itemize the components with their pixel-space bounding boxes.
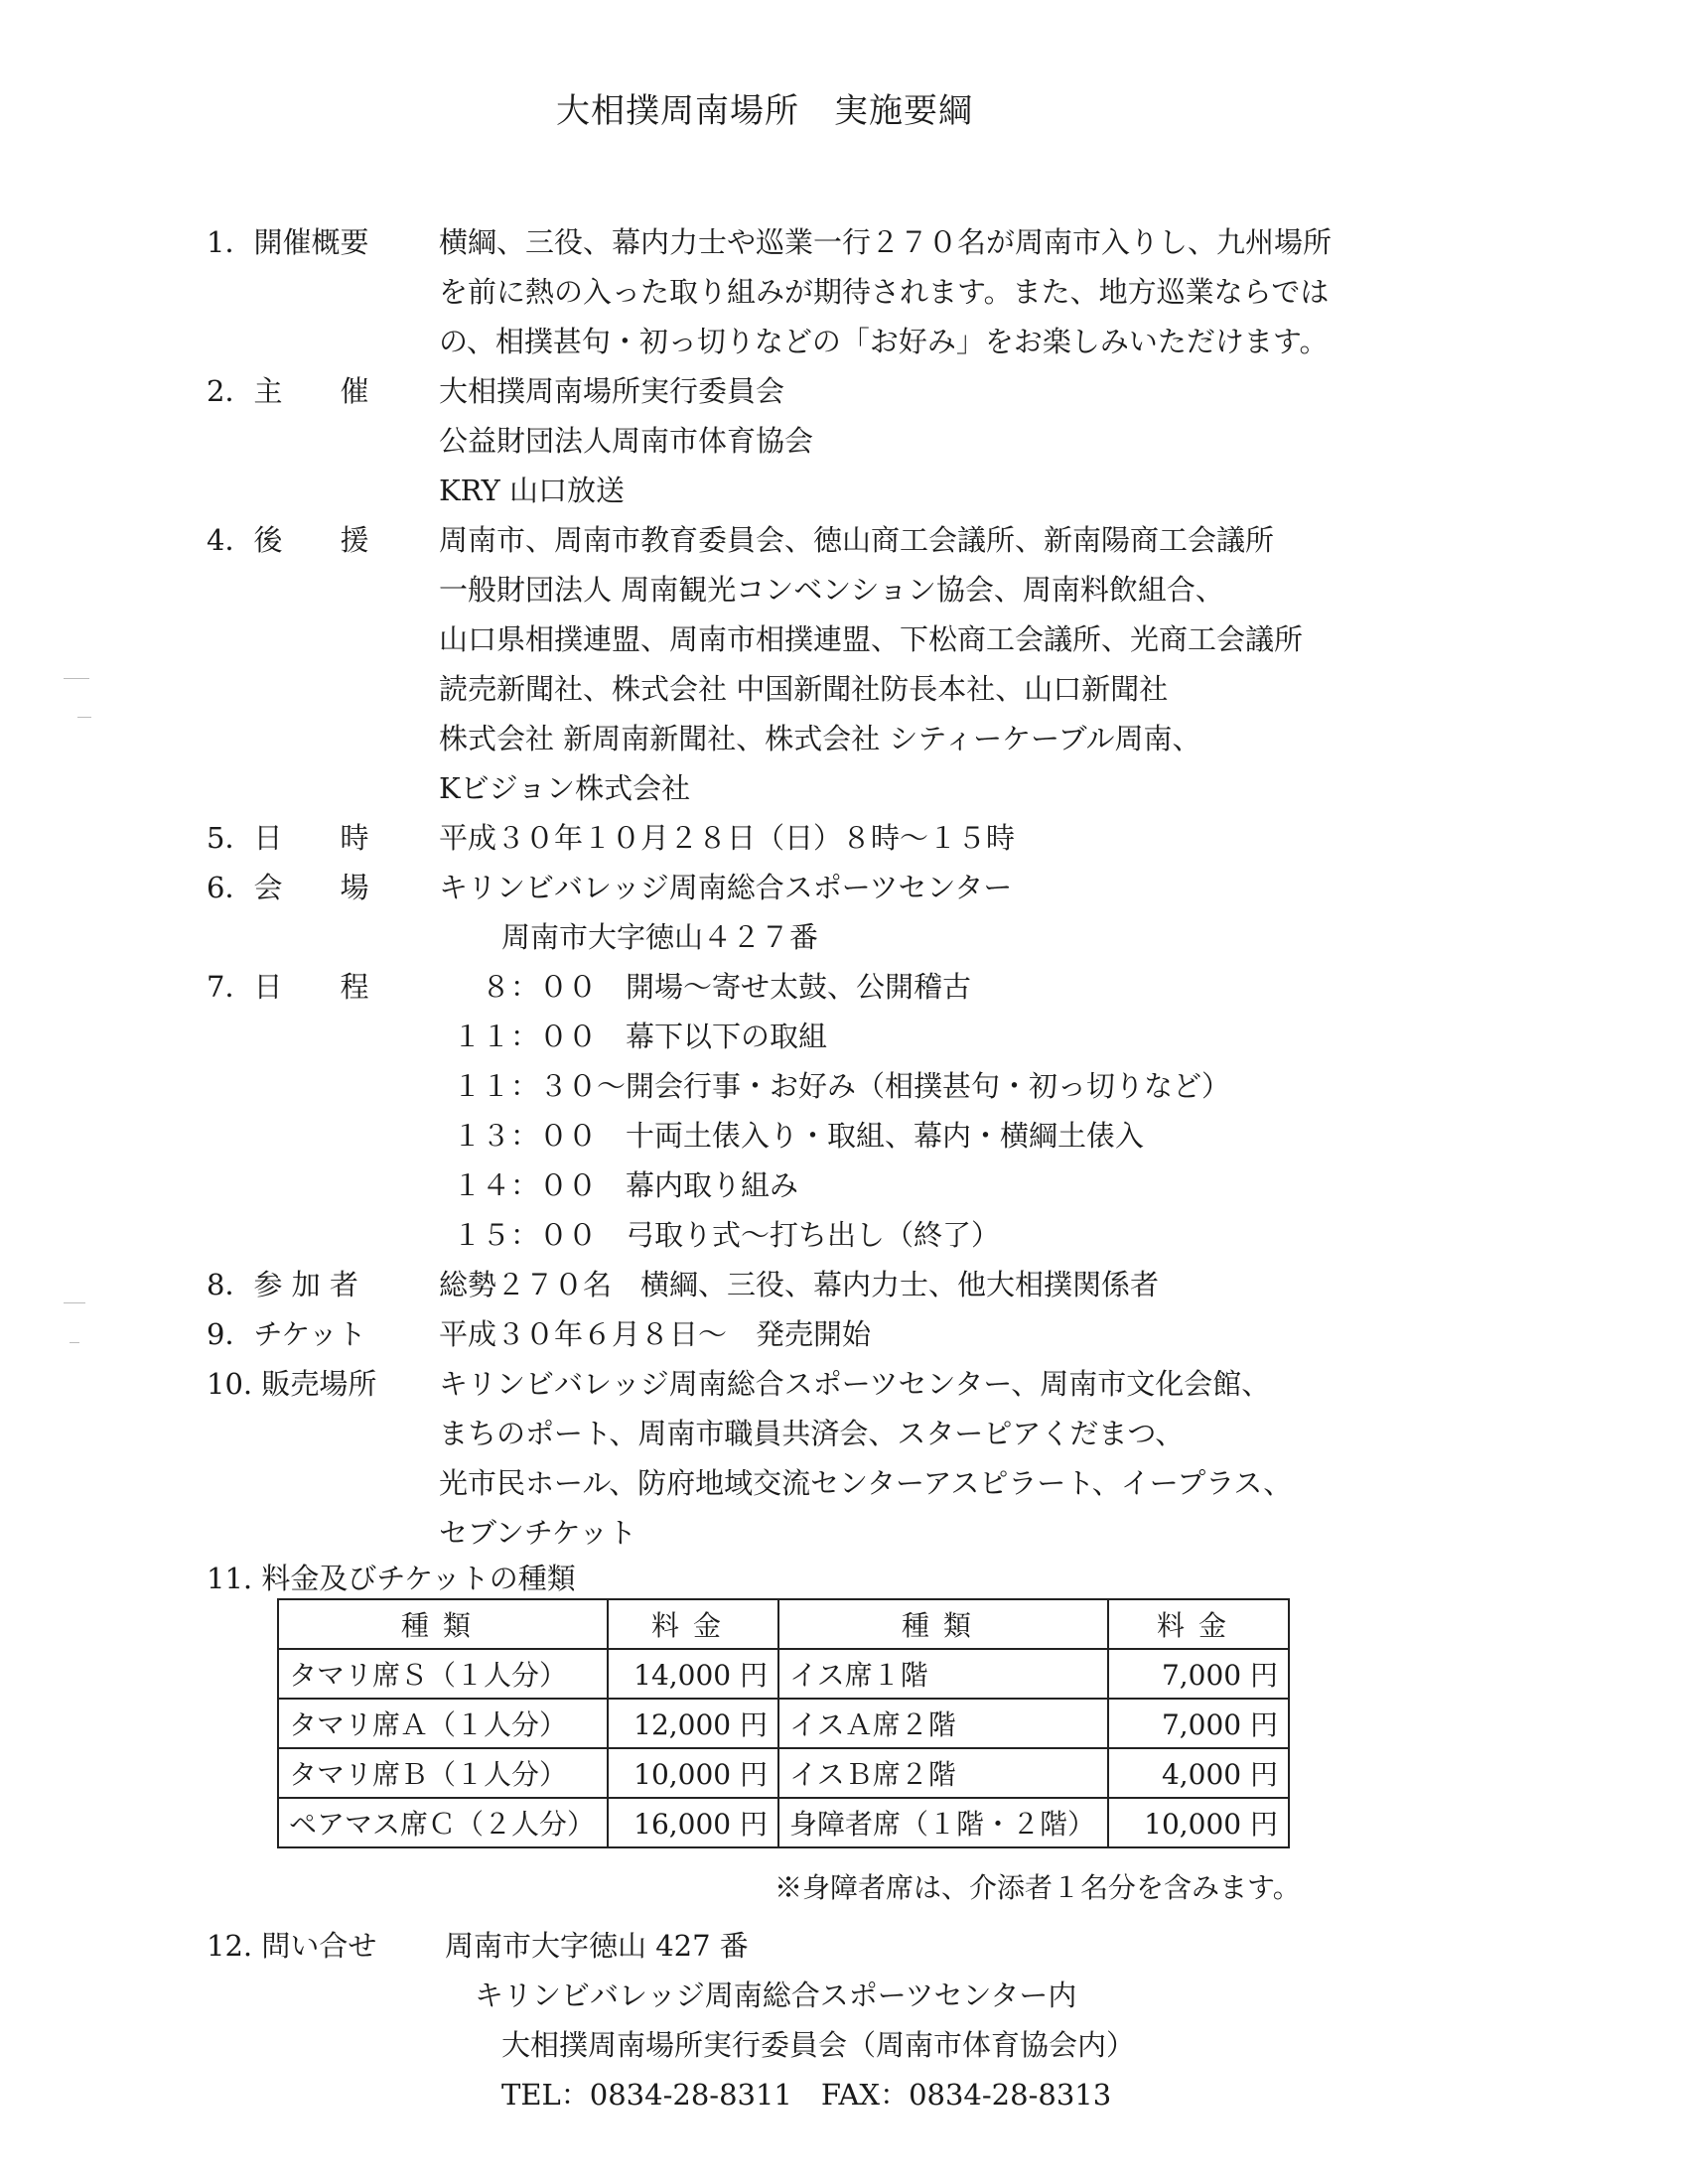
table-cell: ペアマス席Ｃ（２人分） bbox=[278, 1798, 608, 1847]
table-cell: タマリ席Ｂ（１人分） bbox=[278, 1748, 608, 1798]
section-10-line: セブンチケット bbox=[439, 1516, 637, 1550]
schedule-text: 十両土俵入り・取組、幕内・横綱土俵入 bbox=[626, 1119, 1145, 1153]
section-6-line: キリンビバレッジ周南総合スポーツセンター bbox=[439, 871, 1013, 904]
section-7-label: 7．日 程 bbox=[207, 970, 369, 1004]
section-2-line: 公益財団法人周南市体育協会 bbox=[439, 424, 814, 458]
table-cell: タマリ席Ｓ（１人分） bbox=[278, 1649, 608, 1699]
section-9-line: 平成３０年６月８日～ 発売開始 bbox=[439, 1317, 872, 1351]
table-header-row bbox=[278, 1599, 1289, 1649]
schedule-time: １５：００ bbox=[453, 1218, 598, 1252]
schedule-text: 弓取り式～打ち出し（終了） bbox=[626, 1218, 1001, 1252]
table-cell: 4,000 円 bbox=[1108, 1748, 1289, 1798]
section-10-label: 10. 販売場所 bbox=[207, 1367, 377, 1401]
table-row bbox=[278, 1798, 1289, 1847]
schedule-time: １１：００ bbox=[453, 1020, 598, 1053]
table-cell: 12,000 円 bbox=[608, 1699, 778, 1748]
section-4-line: 一般財団法人 周南観光コンベンション協会、周南料飲組合、 bbox=[439, 573, 1224, 607]
table-cell: 身障者席（１階・２階） bbox=[778, 1798, 1108, 1847]
scan-speck bbox=[64, 678, 89, 679]
section-1-label: 1．開催概要 bbox=[207, 225, 369, 259]
scan-speck bbox=[77, 717, 91, 718]
section-6-line: 周南市大字徳山４２７番 bbox=[501, 920, 819, 954]
document-title: 大相撲周南場所 実施要綱 bbox=[556, 91, 973, 131]
scan-speck bbox=[64, 1302, 85, 1303]
section-4-line: 山口県相撲連盟、周南市相撲連盟、下松商工会議所、光商工会議所 bbox=[439, 622, 1304, 656]
table-cell: イスＡ席２階 bbox=[778, 1699, 1108, 1748]
table-cell: 10,000 円 bbox=[1108, 1798, 1289, 1847]
table-cell: 14,000 円 bbox=[608, 1649, 778, 1699]
section-10-line: 光市民ホール、防府地域交流センターアスピラート、イープラス、 bbox=[439, 1466, 1293, 1500]
table-cell: 7,000 円 bbox=[1108, 1699, 1289, 1748]
schedule-time: ８：００ bbox=[453, 970, 598, 1004]
section-11-label: 11. 料金及びチケットの種類 bbox=[207, 1562, 576, 1595]
table-cell: 7,000 円 bbox=[1108, 1649, 1289, 1699]
section-4-line: Kビジョン株式会社 bbox=[439, 771, 691, 805]
section-12-line: 大相撲周南場所実行委員会（周南市体育協会内） bbox=[501, 2028, 1136, 2062]
schedule-time: １３：００ bbox=[453, 1119, 598, 1153]
price-table bbox=[277, 1598, 1290, 1848]
schedule-time: １４：００ bbox=[453, 1168, 598, 1202]
table-header: 種類 bbox=[278, 1599, 608, 1649]
table-cell: 16,000 円 bbox=[608, 1798, 778, 1847]
section-12-line: キリンビバレッジ周南総合スポーツセンター内 bbox=[475, 1979, 1077, 2012]
section-8-line: 総勢２７０名 横綱、三役、幕内力士、他大相撲関係者 bbox=[439, 1268, 1160, 1301]
section-4-label: 4．後 援 bbox=[207, 523, 369, 557]
table-row bbox=[278, 1649, 1289, 1699]
table-header: 種類 bbox=[778, 1599, 1108, 1649]
section-5-line: 平成３０年１０月２８日（日）８時～１５時 bbox=[439, 821, 1016, 855]
schedule-text: 幕下以下の取組 bbox=[626, 1020, 828, 1053]
section-6-label: 6．会 場 bbox=[207, 871, 369, 904]
table-row bbox=[278, 1748, 1289, 1798]
schedule-text: 幕内取り組み bbox=[626, 1168, 799, 1202]
section-2-label: 2．主 催 bbox=[207, 374, 369, 408]
section-12-line: TEL：0834-28-8311 FAX：0834-28-8313 bbox=[501, 2078, 1112, 2112]
table-header: 料金 bbox=[608, 1599, 778, 1649]
table-cell: イスＢ席２階 bbox=[778, 1748, 1108, 1798]
section-10-line: キリンビバレッジ周南総合スポーツセンター、周南市文化会館、 bbox=[439, 1367, 1271, 1401]
table-note: ※身障者席は、介添者１名分を含みます。 bbox=[774, 1871, 1301, 1904]
scan-speck bbox=[70, 1342, 79, 1343]
section-4-line: 周南市、周南市教育委員会、徳山商工会議所、新南陽商工会議所 bbox=[439, 523, 1275, 557]
section-4-line: 読売新聞社、株式会社 中国新聞社防長本社、山口新聞社 bbox=[439, 672, 1169, 706]
section-2-line: 大相撲周南場所実行委員会 bbox=[439, 374, 785, 408]
table-cell: 10,000 円 bbox=[608, 1748, 778, 1798]
section-9-label: 9．チケット bbox=[207, 1317, 366, 1351]
table-cell: タマリ席Ａ（１人分） bbox=[278, 1699, 608, 1748]
table-cell: イス席１階 bbox=[778, 1649, 1108, 1699]
schedule-time: １１：３０～開会行事・お好み（相撲甚句・初っ切りなど） bbox=[453, 1069, 1231, 1103]
section-8-label: 8．参 加 者 bbox=[207, 1268, 358, 1301]
section-12-line: 周南市大字徳山 427 番 bbox=[445, 1929, 749, 1963]
table-header: 料金 bbox=[1108, 1599, 1289, 1649]
section-5-label: 5．日 時 bbox=[207, 821, 369, 855]
section-1-line: の、相撲甚句・初っ切りなどの「お好み」をお楽しみいただけます。 bbox=[439, 325, 1329, 358]
section-1-line: 横綱、三役、幕内力士や巡業一行２７０名が周南市入りし、九州場所 bbox=[439, 225, 1333, 259]
schedule-text: 開場～寄せ太鼓、公開稽古 bbox=[626, 970, 972, 1004]
table-row bbox=[278, 1699, 1289, 1748]
section-2-line: KRY 山口放送 bbox=[439, 474, 625, 507]
section-10-line: まちのポート、周南市職員共済会、スターピアくだまつ、 bbox=[439, 1417, 1185, 1450]
section-4-line: 株式会社 新周南新聞社、株式会社 シティーケーブル周南、 bbox=[439, 722, 1201, 755]
section-1-line: を前に熱の入った取り組みが期待されます。また、地方巡業ならでは bbox=[439, 275, 1330, 309]
section-12-label: 12. 問い合せ bbox=[207, 1929, 377, 1963]
